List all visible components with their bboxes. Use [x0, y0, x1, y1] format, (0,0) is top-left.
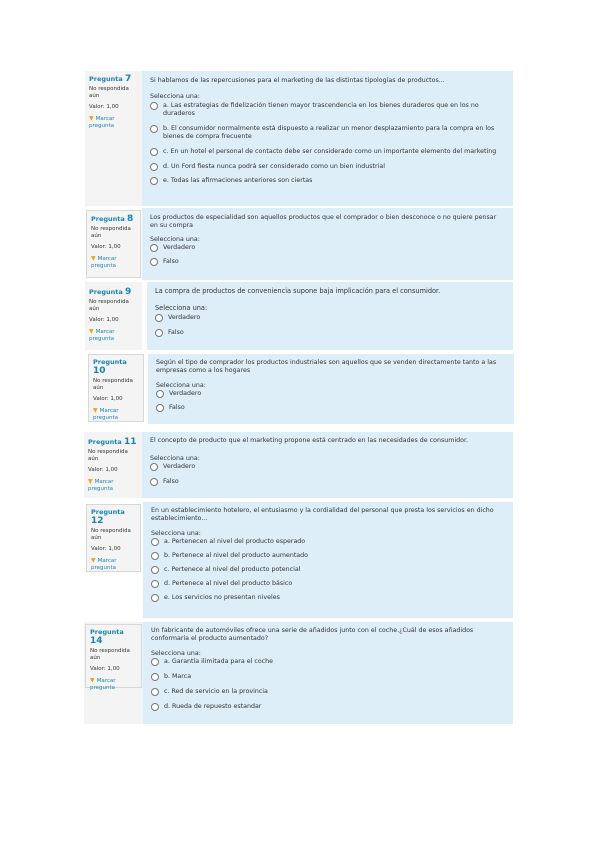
radio-icon[interactable] — [151, 566, 159, 574]
question-text: El concepto de producto que el marketing propone está centrado en las necesidades de consumidor. — [150, 437, 468, 444]
question-info-11 — [84, 434, 142, 498]
radio-icon[interactable] — [156, 404, 164, 412]
question-content-11 — [142, 432, 513, 498]
answer-option[interactable]: a. Pertenecen al nivel del producto esperado — [151, 538, 505, 546]
answer-option[interactable]: c. Red de servicio en la provincia — [151, 688, 505, 696]
flag-icon: ▼ — [90, 677, 95, 684]
answer-option[interactable]: d. Un Ford fiesta nunca podrá ser considerado como un bien industrial — [150, 163, 505, 171]
radio-icon[interactable] — [150, 478, 158, 486]
select-prompt: Selecciona una: — [156, 382, 206, 389]
answer-option[interactable]: c. En un hotel el personal de contacto debe ser considerado como un importante elemento del marketing — [150, 148, 505, 156]
question-number: Pregunta 9 — [89, 287, 132, 297]
question-state: No respondida aún — [91, 528, 131, 541]
question-grade: Valor: 1,00 — [89, 104, 119, 110]
radio-icon[interactable] — [151, 673, 159, 681]
flag-question-link[interactable]: ▼ Marcar pregunta — [88, 478, 114, 492]
flag-question-link[interactable]: ▼ Marcar pregunta — [93, 407, 119, 421]
question-info-12 — [86, 504, 141, 572]
answer-option[interactable]: d. Rueda de repuesto estandar — [151, 703, 505, 711]
answer-option[interactable]: Falso — [150, 258, 505, 266]
flag-icon: ▼ — [93, 407, 98, 414]
question-number: Pregunta 10 — [93, 358, 127, 376]
radio-icon[interactable] — [150, 177, 158, 185]
question-text: Si hablamos de las repercusiones para el marketing de las distintas tipologías de productos... — [150, 77, 445, 84]
select-prompt: Selecciona una: — [150, 93, 200, 100]
radio-icon[interactable] — [151, 658, 159, 666]
question-content-7 — [142, 71, 513, 206]
question-number: Pregunta 8 — [91, 214, 134, 224]
question-grade: Valor: 1,00 — [89, 317, 119, 323]
radio-icon[interactable] — [156, 390, 164, 398]
flag-question-link[interactable]: ▼ Marcar pregunta — [89, 328, 115, 342]
answer-option[interactable]: b. Pertenece al nivel del producto aumentado — [151, 552, 505, 560]
flag-question-link[interactable]: ▼ Marcar pregunta — [89, 115, 115, 129]
flag-question-link[interactable]: ▼ Marcar pregunta — [90, 677, 116, 691]
question-info-10 — [88, 354, 144, 422]
answer-option[interactable]: Verdadero — [150, 244, 505, 252]
question-info-7 — [85, 71, 142, 139]
answer-option[interactable]: Verdadero — [150, 463, 505, 471]
question-grade: Valor: 1,00 — [93, 396, 123, 402]
question-number: Pregunta 14 — [90, 628, 124, 646]
radio-icon[interactable] — [151, 703, 159, 711]
answer-option[interactable]: Falso — [150, 478, 505, 486]
radio-icon[interactable] — [150, 463, 158, 471]
question-state: No respondida aún — [88, 449, 128, 462]
flag-icon: ▼ — [88, 478, 93, 485]
question-grade: Valor: 1,00 — [91, 546, 121, 552]
answer-option[interactable]: a. Garantía ilimitada para el coche — [151, 658, 505, 666]
radio-icon[interactable] — [150, 102, 158, 110]
select-prompt: Selecciona una: — [151, 530, 201, 537]
answer-option[interactable]: Falso — [156, 404, 506, 412]
radio-icon[interactable] — [151, 580, 159, 588]
radio-icon[interactable] — [150, 163, 158, 171]
question-number: Pregunta 7 — [89, 74, 132, 84]
answer-option[interactable]: Falso — [155, 329, 505, 337]
question-state: No respondida aún — [89, 86, 129, 99]
radio-icon[interactable] — [150, 148, 158, 156]
question-text: La compra de productos de conveniencia supone baja implicación para el consumidor. — [155, 287, 441, 295]
radio-icon[interactable] — [150, 244, 158, 252]
flag-icon: ▼ — [89, 328, 94, 335]
flag-question-link[interactable]: ▼ Marcar pregunta — [91, 557, 117, 571]
select-prompt: Selecciona una: — [151, 650, 201, 657]
question-content-12 — [143, 502, 513, 618]
question-grade: Valor: 1,00 — [88, 467, 118, 473]
answer-option[interactable]: d. Pertenece al nivel del producto básico — [151, 580, 505, 588]
radio-icon[interactable] — [151, 688, 159, 696]
radio-icon[interactable] — [150, 125, 158, 133]
question-number: Pregunta 12 — [91, 508, 125, 526]
question-state: No respondida aún — [90, 648, 130, 661]
radio-icon[interactable] — [151, 594, 159, 602]
question-info-9 — [85, 284, 142, 348]
answer-option[interactable]: Verdadero — [155, 314, 505, 322]
select-prompt: Selecciona una: — [150, 455, 200, 462]
answer-option[interactable]: a. Las estrategias de fidelización tienen mayor trascendencia en los bienes duraderos que en los no duraderos — [150, 102, 505, 118]
question-state: No respondida aún — [91, 226, 131, 239]
flag-question-link[interactable]: ▼ Marcar pregunta — [91, 255, 117, 269]
question-text: Según el tipo de comprador los productos industriales son aquellos que se venden directamente tanto a las empresas como a los hogares — [156, 359, 497, 374]
question-content-8 — [142, 208, 513, 280]
answer-option[interactable]: e. Todas las afirmaciones anteriores son ciertas — [150, 177, 505, 185]
question-grade: Valor: 1,00 — [90, 666, 120, 672]
flag-icon: ▼ — [91, 255, 96, 262]
question-content-14 — [143, 622, 513, 724]
radio-icon[interactable] — [150, 258, 158, 266]
radio-icon[interactable] — [151, 538, 159, 546]
question-info-14 — [85, 624, 142, 691]
radio-icon[interactable] — [155, 314, 163, 322]
flag-icon: ▼ — [89, 115, 94, 122]
question-state: No respondida aún — [93, 378, 133, 391]
question-content-10 — [148, 354, 514, 424]
answer-option[interactable]: b. El consumidor normalmente está dispuesto a realizar un menor desplazamiento para la compra en los bienes de compra frecuente — [150, 125, 505, 141]
question-info-8 — [86, 210, 141, 278]
answer-option[interactable]: e. Los servicios no presentan niveles — [151, 594, 505, 602]
question-content-9 — [147, 282, 513, 350]
question-number: Pregunta 11 — [88, 437, 137, 447]
answer-option[interactable]: b. Marca — [151, 673, 505, 681]
select-prompt: Selecciona una: — [150, 236, 200, 243]
radio-icon[interactable] — [151, 552, 159, 560]
radio-icon[interactable] — [155, 329, 163, 337]
question-text: Un fabricante de automóviles ofrece una serie de añadidos junto con el coche.¿Cuál de esos añadidos conformaría el producto aumentado? — [151, 627, 474, 642]
question-text: En un establecimiento hotelero, el entusiasmo y la cordialidad del personal que presta los servicios en dicho establecimiento... — [151, 507, 494, 522]
answer-option[interactable]: Verdadero — [156, 390, 506, 398]
flag-icon: ▼ — [91, 557, 96, 564]
select-prompt: Selecciona una: — [155, 304, 208, 312]
question-text: Los productos de especialidad son aquellos productos que el comprador o bien desconoce o no quiere pensar en su compra — [150, 214, 497, 229]
question-state: No respondida aún — [89, 299, 129, 312]
question-grade: Valor: 1,00 — [91, 244, 121, 250]
answer-option[interactable]: c. Pertenece al nivel del producto potencial — [151, 566, 505, 574]
